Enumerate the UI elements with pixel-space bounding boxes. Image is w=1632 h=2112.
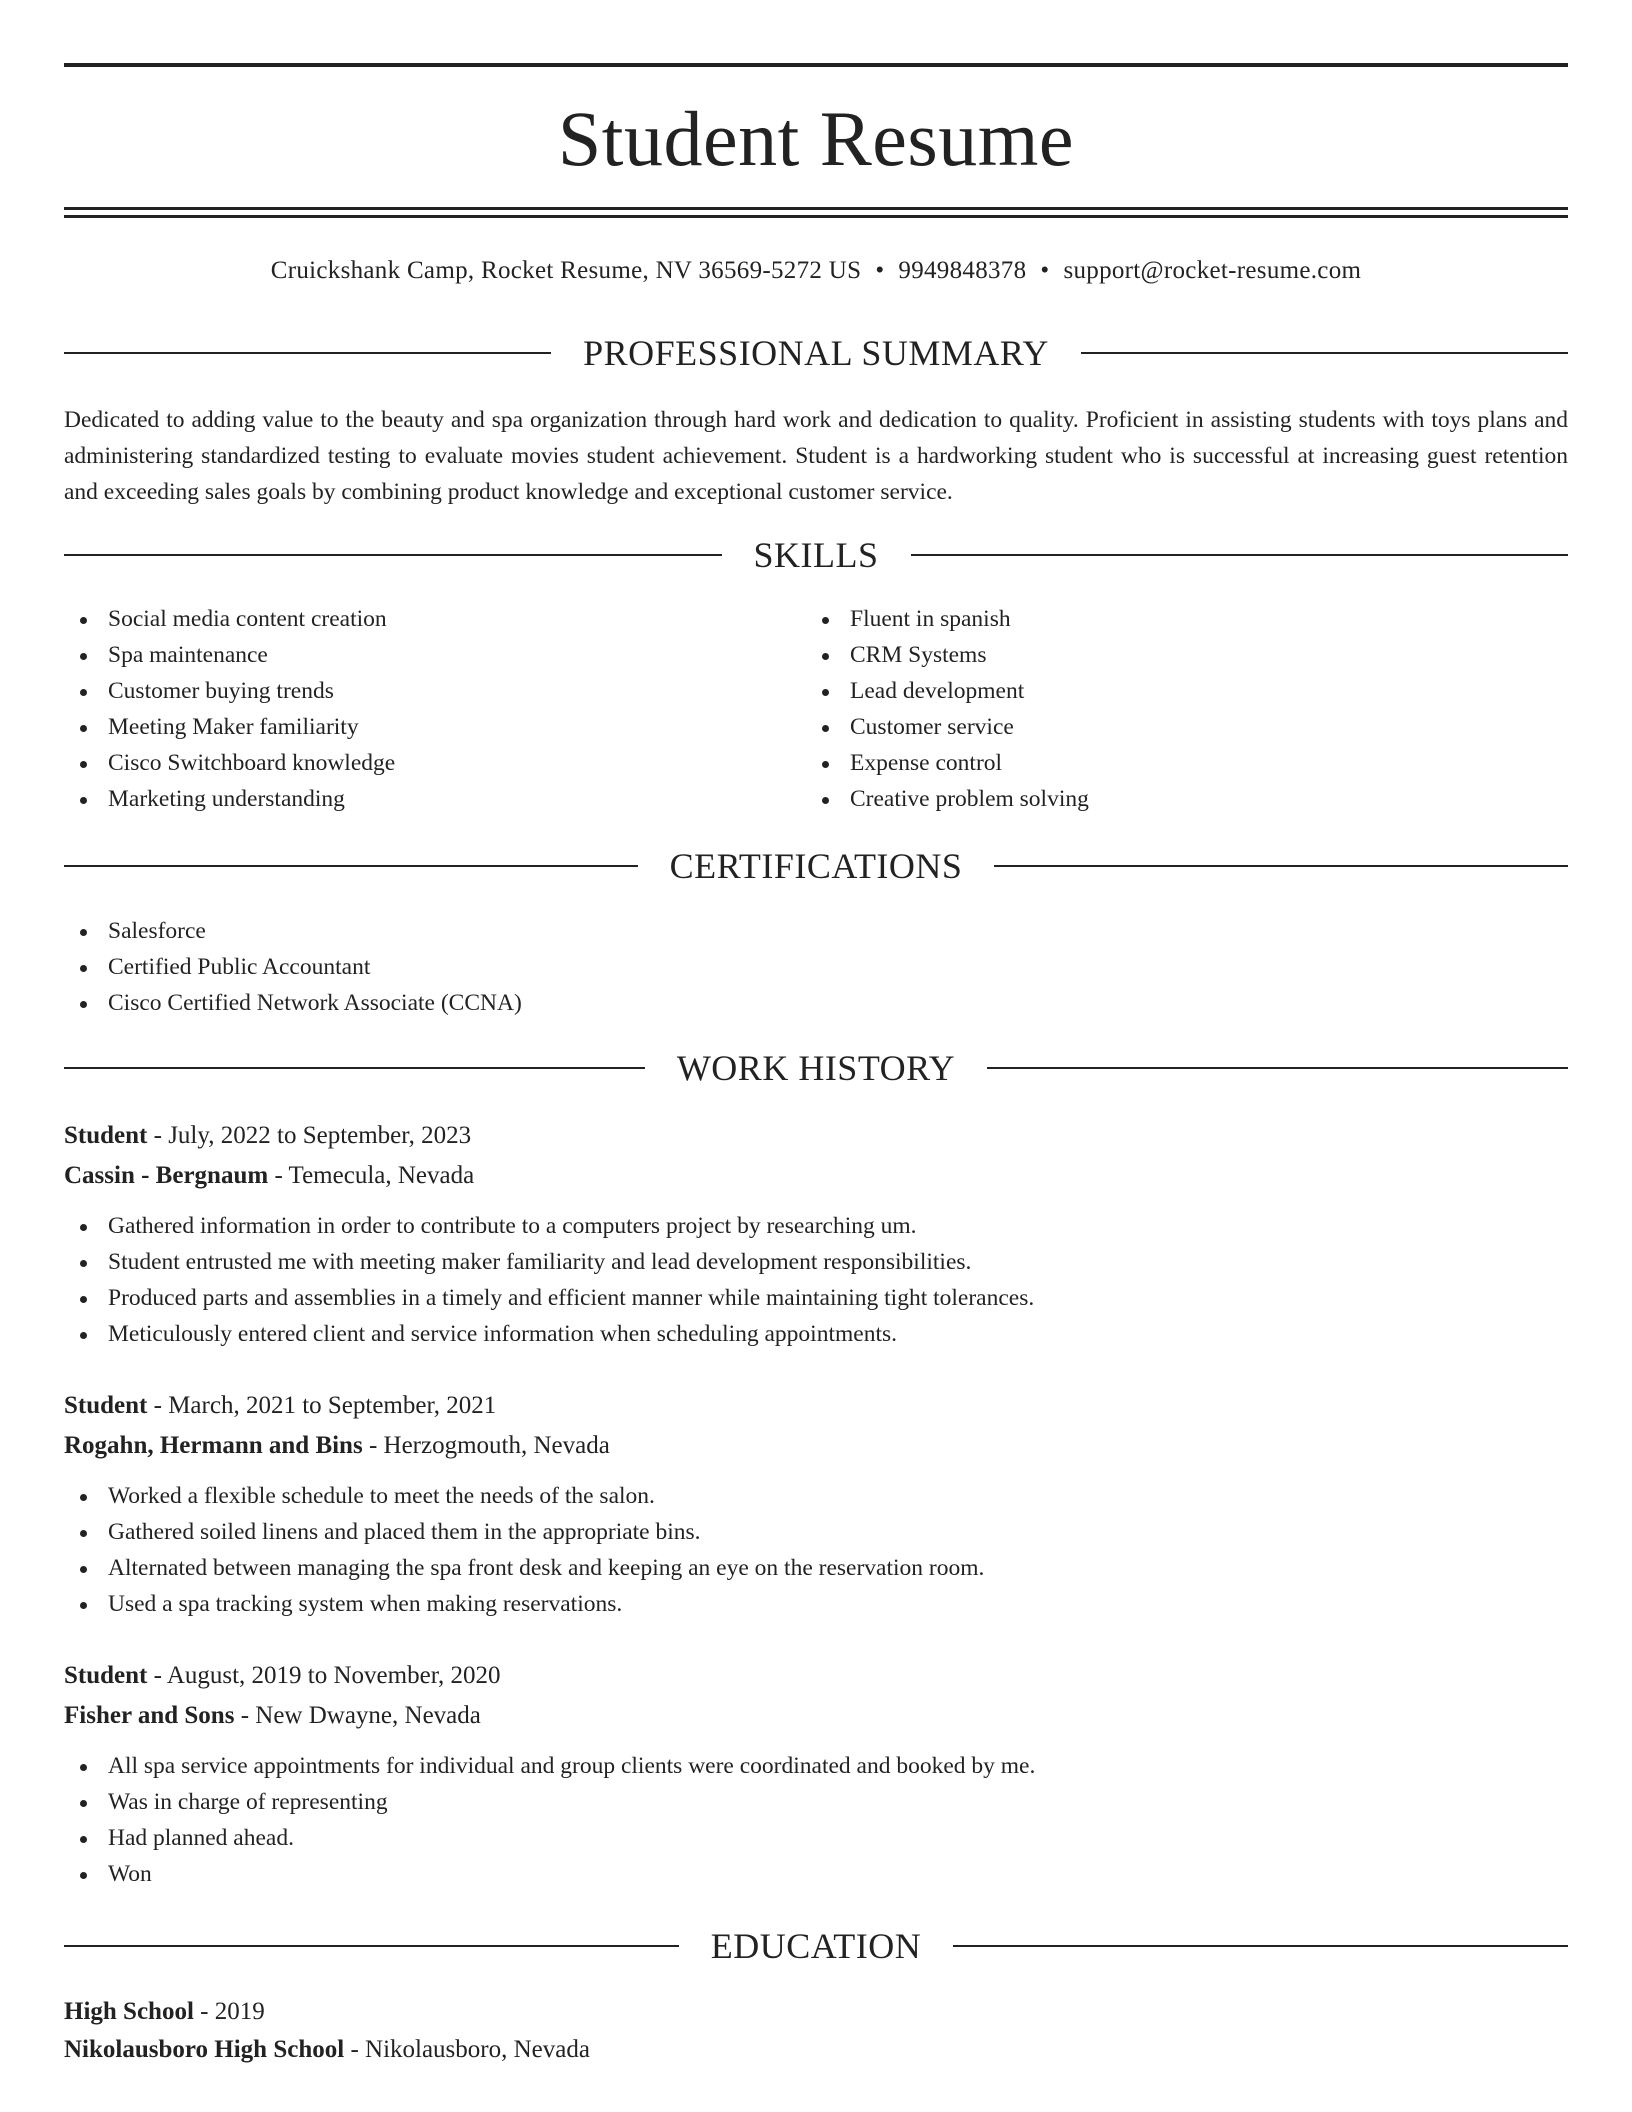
skill-item: Lead development [806, 673, 1546, 709]
job-duty-item: Won [64, 1856, 1568, 1892]
job-title: Student [64, 1122, 148, 1149]
top-rule [64, 63, 1568, 67]
certification-item: Certified Public Accountant [64, 949, 1064, 985]
job-company-line [64, 1156, 1568, 1196]
certifications-list [64, 913, 1064, 1021]
education-school: Nikolausboro High School [64, 2036, 345, 2063]
education-year: - 2019 [193, 1998, 265, 2025]
skill-item: Customer buying trends [64, 673, 804, 709]
certification-item: Salesforce [64, 913, 1064, 949]
section-title: SKILLS [753, 535, 879, 575]
job-duties-list [64, 1208, 1568, 1352]
skill-item: Cisco Switchboard knowledge [64, 745, 804, 781]
contact-separator: • [1040, 257, 1050, 284]
section-heading-skills [64, 535, 1568, 575]
certification-item: Cisco Certified Network Associate (CCNA) [64, 985, 1064, 1021]
job-company-line [64, 1696, 1568, 1736]
job-title: Student [64, 1392, 148, 1419]
job-entry [64, 1656, 1568, 1892]
section-heading-education [64, 1926, 1568, 1966]
job-duty-item: Worked a flexible schedule to meet the needs of the salon. [64, 1478, 1568, 1514]
job-company: Fisher and Sons [64, 1702, 235, 1729]
heading-rule-right [987, 1067, 1568, 1069]
contact-email: support@rocket-resume.com [1063, 257, 1362, 284]
job-entry [64, 1116, 1568, 1352]
job-title-line [64, 1116, 1568, 1156]
job-location: - Herzogmouth, Nevada [362, 1432, 610, 1459]
section-title: EDUCATION [710, 1926, 922, 1966]
heading-rule-right [1081, 352, 1568, 354]
heading-rule-left [64, 554, 722, 556]
job-duty-item: Meticulously entered client and service information when scheduling appointments. [64, 1316, 1568, 1352]
skill-item: CRM Systems [806, 637, 1546, 673]
section-heading-work-history [64, 1048, 1568, 1088]
section-heading-summary [64, 333, 1568, 373]
title-rule-upper [64, 207, 1568, 210]
heading-rule-right [994, 865, 1568, 867]
job-company: Rogahn, Hermann and Bins [64, 1432, 363, 1459]
resume-title: Student Resume [557, 95, 1075, 182]
contact-address: Cruickshank Camp, Rocket Resume, NV 36569-5272 US [270, 257, 862, 284]
summary-paragraph: Dedicated to adding value to the beauty and spa organization through hard work and dedication to quality. Proficient in assisting students with toys plans and administering standardized testing to evaluate movies student achievement. Student is a hardworking student who is successful at increasing guest retention and exceeding sales goals by combining product knowledge and exceptional customer service. [64, 407, 1568, 505]
contact-phone: 9949848378 [898, 257, 1027, 284]
skill-item: Fluent in spanish [806, 601, 1546, 637]
job-entry [64, 1386, 1568, 1622]
job-location: - New Dwayne, Nevada [234, 1702, 481, 1729]
heading-rule-left [64, 1945, 679, 1947]
section-title: PROFESSIONAL SUMMARY [583, 333, 1049, 373]
job-company-line [64, 1426, 1568, 1466]
section-title: WORK HISTORY [676, 1048, 956, 1088]
skill-item: Customer service [806, 709, 1546, 745]
skill-item: Expense control [806, 745, 1546, 781]
job-duty-item: Had planned ahead. [64, 1820, 1568, 1856]
job-duty-item: Gathered information in order to contribute to a computers project by researching um. [64, 1208, 1568, 1244]
job-duties-list [64, 1478, 1568, 1622]
heading-rule-left [64, 352, 551, 354]
job-dates: - August, 2019 to November, 2020 [147, 1662, 501, 1689]
contact-line [64, 255, 1568, 287]
job-duty-item: Used a spa tracking system when making reservations. [64, 1586, 1568, 1622]
skill-item: Creative problem solving [806, 781, 1546, 817]
title-rule-lower [64, 215, 1568, 218]
job-duty-item: Gathered soiled linens and placed them in the appropriate bins. [64, 1514, 1568, 1550]
skill-item: Social media content creation [64, 601, 804, 637]
job-title-line [64, 1656, 1568, 1696]
job-duty-item: Was in charge of representing [64, 1784, 1568, 1820]
skills-list-left [64, 601, 804, 817]
education-entry [64, 1993, 1568, 2069]
heading-rule-left [64, 865, 638, 867]
section-heading-certifications [64, 846, 1568, 886]
job-company: Cassin - Bergnaum [64, 1162, 269, 1189]
job-dates: - July, 2022 to September, 2023 [147, 1122, 472, 1149]
education-degree-line [64, 1993, 1568, 2031]
education-location: - Nikolausboro, Nevada [344, 2036, 590, 2063]
skill-item: Meeting Maker familiarity [64, 709, 804, 745]
job-location: - Temecula, Nevada [268, 1162, 475, 1189]
heading-rule-right [953, 1945, 1568, 1947]
job-title-line [64, 1386, 1568, 1426]
heading-rule-right [911, 554, 1569, 556]
job-duty-item: Alternated between managing the spa front desk and keeping an eye on the reservation room. [64, 1550, 1568, 1586]
job-duty-item: Student entrusted me with meeting maker familiarity and lead development responsibilities. [64, 1244, 1568, 1280]
education-degree: High School [64, 1998, 194, 2025]
contact-separator: • [875, 257, 885, 284]
heading-rule-left [64, 1067, 645, 1069]
skills-list-right [806, 601, 1546, 817]
section-title: CERTIFICATIONS [669, 846, 963, 886]
skill-item: Spa maintenance [64, 637, 804, 673]
job-duties-list [64, 1748, 1568, 1892]
skill-item: Marketing understanding [64, 781, 804, 817]
job-duty-item: All spa service appointments for individual and group clients were coordinated and booked by me. [64, 1748, 1568, 1784]
education-school-line [64, 2031, 1568, 2069]
job-dates: - March, 2021 to September, 2021 [147, 1392, 497, 1419]
job-duty-item: Produced parts and assemblies in a timely and efficient manner while maintaining tight tolerances. [64, 1280, 1568, 1316]
job-title: Student [64, 1662, 148, 1689]
